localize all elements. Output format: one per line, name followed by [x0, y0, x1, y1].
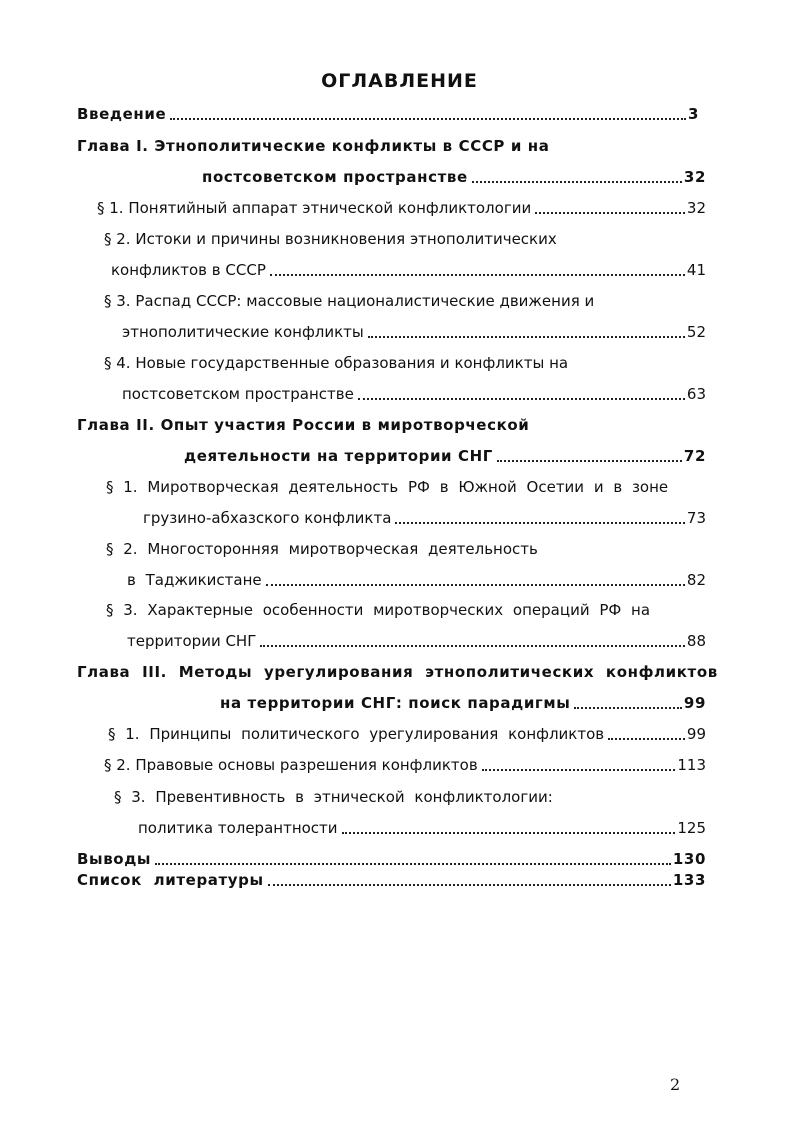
toc-entry-section-2-2[interactable] [127, 570, 706, 590]
toc-section-1-2-title [104, 229, 557, 249]
toc-entry-chapter-1[interactable] [202, 167, 706, 187]
toc-entry-section-3-1[interactable] [108, 724, 706, 744]
toc-entry-bibliography[interactable] [77, 870, 706, 890]
toc-page: 133 [672, 871, 706, 889]
toc-label: в Таджикистане [127, 571, 262, 589]
toc-entry-chapter-2[interactable] [184, 446, 706, 466]
dot-leader [342, 829, 676, 834]
dot-leader [170, 115, 686, 120]
dot-leader [270, 271, 685, 276]
toc-entry-section-1-3[interactable] [122, 322, 706, 342]
toc-entry-section-3-3[interactable] [138, 818, 706, 838]
toc-page: 99 [686, 725, 706, 743]
toc-page: 130 [672, 850, 706, 868]
toc-entry-section-2-1[interactable] [143, 508, 706, 528]
toc-page: 99 [683, 694, 706, 712]
toc-label: конфликтов в СССР [111, 261, 266, 279]
toc-label: § 2. Правовые основы разрешения конфликтов [104, 756, 478, 774]
dot-leader [358, 395, 685, 400]
toc-page: 125 [677, 819, 706, 837]
toc-page: 88 [686, 632, 706, 650]
toc-page: 32 [683, 168, 706, 186]
toc-page: 32 [686, 199, 706, 217]
toc-label: § 1. Понятийный аппарат этнической конфликтологии [97, 199, 532, 217]
toc-section-3-3-title [114, 787, 553, 807]
toc-page: 113 [677, 756, 706, 774]
toc-label: § 1. Миротворческая деятельность РФ в Южной Осетии и в зоне [106, 478, 669, 496]
toc-entry-section-1-1[interactable] [97, 198, 706, 218]
toc-chapter-2-title [77, 415, 529, 435]
dot-leader [260, 642, 685, 647]
dot-leader [535, 209, 685, 214]
toc-page: 52 [686, 323, 706, 341]
toc-page: 82 [686, 571, 706, 589]
toc-entry-section-1-4[interactable] [122, 384, 706, 404]
toc-entry-chapter-3[interactable] [220, 693, 706, 713]
toc-label: Список литературы [77, 871, 264, 889]
toc-page: 3 [687, 105, 699, 123]
toc-label: § 2. Многосторонняя миротворческая деятельность [106, 540, 538, 558]
dot-leader [368, 333, 685, 338]
page-number: 2 [670, 1075, 681, 1094]
toc-title: ОГЛАВЛЕНИЕ [321, 70, 478, 92]
toc-chapter-1-title [77, 136, 549, 156]
toc-label: Глава III. Методы урегулирования этнополитических конфликтов [77, 663, 718, 681]
toc-label: § 4. Новые государственные образования и конфликты на [104, 354, 569, 372]
toc-label: Глава I. Этнополитические конфликты в СССР и на [77, 137, 550, 155]
toc-label: § 2. Истоки и причины возникновения этнополитических [104, 230, 557, 248]
toc-section-1-4-title [104, 353, 568, 373]
toc-section-2-3-title [106, 600, 650, 620]
dot-leader [497, 457, 682, 462]
toc-section-1-3-title [104, 291, 594, 311]
toc-label: этнополитические конфликты [122, 323, 364, 341]
toc-page: 73 [686, 509, 706, 527]
toc-page: 63 [686, 385, 706, 403]
dot-leader [574, 704, 682, 709]
toc-label: § 3. Превентивность в этнической конфликтологии: [114, 788, 553, 806]
toc-label: Выводы [77, 850, 152, 868]
toc-entry-section-3-2[interactable] [104, 755, 706, 775]
dot-leader [482, 766, 676, 771]
dot-leader [268, 881, 671, 886]
toc-chapter-3-title [77, 662, 718, 682]
toc-label: постсоветском пространстве [202, 168, 468, 186]
toc-page: 72 [683, 447, 706, 465]
toc-label: деятельности на территории СНГ [184, 447, 493, 465]
dot-leader [608, 735, 685, 740]
toc-label: постсоветском пространстве [122, 385, 354, 403]
dot-leader [395, 519, 685, 524]
dot-leader [472, 178, 682, 183]
toc-entry-conclusions[interactable] [77, 849, 706, 869]
toc-label: Глава II. Опыт участия России в миротворческой [77, 416, 530, 434]
toc-label: на территории СНГ: поиск парадигмы [220, 694, 571, 712]
toc-label: § 1. Принципы политического урегулирования конфликтов [108, 725, 605, 743]
toc-label: Введение [77, 105, 167, 123]
toc-page: 41 [686, 261, 706, 279]
toc-entry-intro[interactable] [77, 104, 699, 124]
toc-section-2-1-title [106, 477, 668, 497]
toc-label: территории СНГ [127, 632, 257, 650]
toc-entry-section-2-3[interactable] [127, 631, 706, 651]
dot-leader [266, 581, 685, 586]
dot-leader [155, 860, 671, 865]
toc-entry-section-1-2[interactable] [111, 260, 706, 280]
toc-label: грузино-абхазского конфликта [143, 509, 392, 527]
toc-label: политика толерантности [138, 819, 338, 837]
toc-label: § 3. Распад СССР: массовые националистические движения и [104, 292, 595, 310]
toc-section-2-2-title [106, 539, 538, 559]
toc-label: § 3. Характерные особенности миротворческих операций РФ на [106, 601, 651, 619]
